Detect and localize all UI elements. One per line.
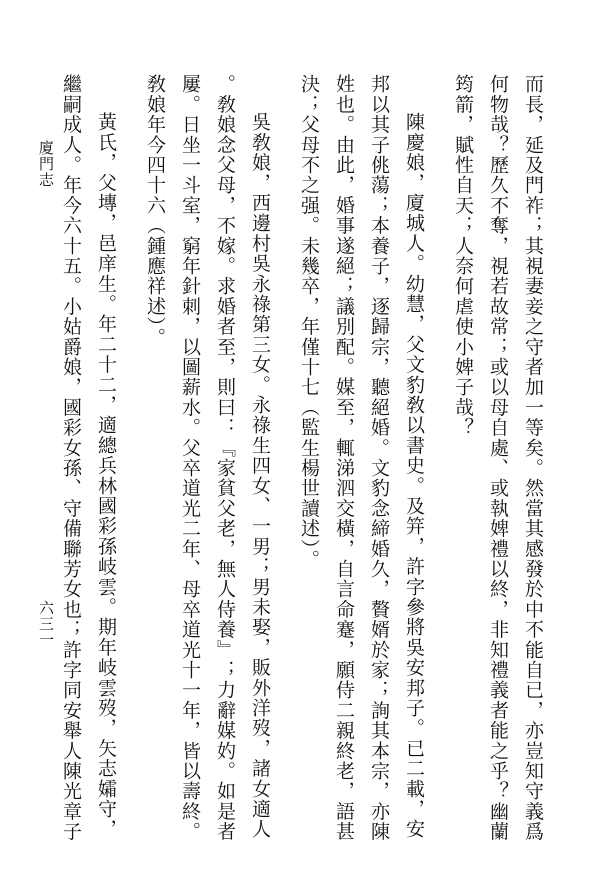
text-column: 邦以其子佻蕩；本養子，逐歸宗，聽絕婚。文豹念締婚久，贅婿於家；詢其本宗，亦陳 <box>368 74 390 842</box>
text-column: 陳慶娘，廈城人。幼慧，父文豹敎以書史。及笄，許字參將吳安邦子。已二載，安 <box>403 112 425 840</box>
text-column: 決；父母不之强。未幾卒，年僅十七（監生楊世讀述）。 <box>298 74 320 570</box>
text-column: 姓也。由此，婚事遂絕；議別配。媒至，輒涕泗交橫，自言命蹇，願侍二親終老，語甚 <box>333 74 355 842</box>
text-column: 黃氏，父塼，邑庠生。年二十二，適總兵林國彩孫岐雲。期年岐雲歿，矢志孀守， <box>95 112 117 840</box>
text-column: 筠箭，賦性自天；人奈何虐使小婢子哉？ <box>452 74 474 438</box>
text-column: 繼嗣成人。年今六十五。小姑爵娘，國彩女孫、守備聯芳女也；許字同安舉人陳光章子 <box>60 74 82 842</box>
text-column: 而長，延及門祚；其視妻妾之守者加一等矣。然當其感發於中不能自已，亦豈知守義爲 <box>522 74 544 842</box>
text-column: 。敎娘念父母，不嫁。求婚者至，則曰：『家貧父老，無人侍養』；力辭媒妁。如是者 <box>214 74 236 842</box>
text-body <box>60 74 550 854</box>
book-title: 廈門志 <box>37 140 55 188</box>
text-column: 吳敎娘，西邊村吳永祿第三女。永祿生四女、一男；男未娶，販外洋歿，諸女適人 <box>249 112 271 840</box>
text-column: 屢。日坐一斗室，窮年針刺，以圖薪水。父卒道光二年、母卒道光十一年，皆以壽終。 <box>179 74 201 842</box>
text-column: 何物哉？歷久不奪，視若故常；或以母自處、或執婢禮以終，非知禮義者能之乎？幽蘭 <box>487 74 509 842</box>
text-column: 敎娘年今四十六（鍾應祥述）。 <box>144 74 166 348</box>
page-number: 六三一 <box>37 600 55 648</box>
